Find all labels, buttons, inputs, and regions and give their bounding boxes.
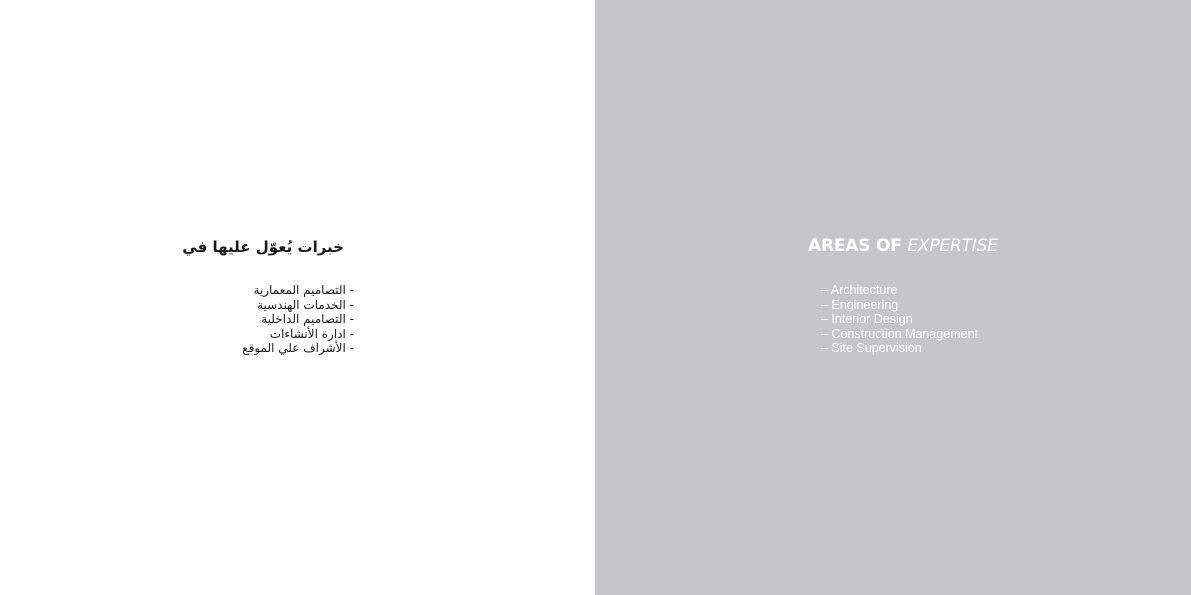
list-item: – Site Supervision — [821, 341, 922, 356]
list-item: - التصاميم المعمارية — [253, 283, 354, 297]
list-item: – Engineering — [821, 297, 899, 312]
list-item: - التصاميم الداخلية — [261, 312, 354, 327]
list-item: - الأشراف علي الموقع — [242, 341, 354, 356]
arabic-page — [0, 0, 595, 595]
heading-italic-part: EXPERTISE — [907, 236, 998, 256]
english-expertise-list — [821, 283, 978, 356]
list-item: – Architecture — [821, 283, 898, 297]
arabic-expertise-list — [242, 283, 354, 356]
english-page — [595, 0, 1191, 595]
list-item: - الخدمات الهندسية — [257, 297, 354, 312]
heading-bold-part: AREAS OF — [808, 236, 902, 256]
arabic-heading: خبرات يُعوّل عليها في — [182, 238, 344, 256]
list-item: – Construction Management — [821, 326, 979, 341]
list-item: - ادارة الأنشاءات — [269, 326, 354, 341]
list-item: – Interior Design — [821, 312, 913, 327]
english-heading — [808, 236, 998, 256]
